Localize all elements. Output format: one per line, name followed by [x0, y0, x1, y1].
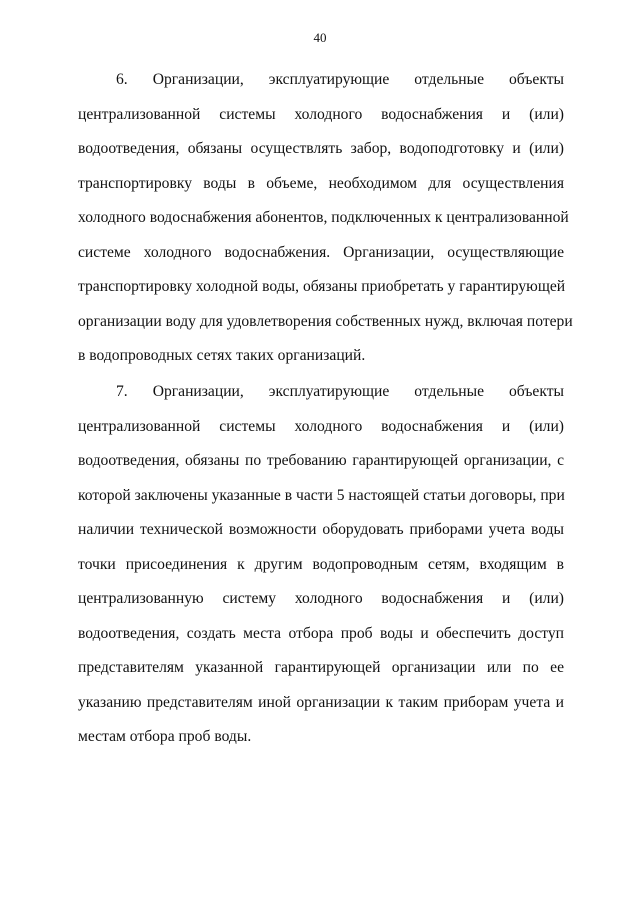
text-line: водоотведения, создать места отбора проб воды и обеспечить доступ	[78, 624, 564, 642]
text-line: которой заключены указанные в части 5 настоящей статьи договоры, при	[78, 486, 565, 504]
text-line: 6. Организации, эксплуатирующие отдельные объекты	[116, 71, 564, 88]
text-line: системе холодного водоснабжения. Организации, осуществляющие	[78, 243, 564, 261]
text-line: в водопроводных сетях таких организаций.	[78, 347, 366, 365]
text-line: наличии технической возможности оборудовать приборами учета воды	[78, 521, 564, 539]
text-line: транспортировку воды в объеме, необходимом для осуществления	[78, 174, 564, 192]
text-line: транспортировку холодной воды, обязаны приобретать у гарантирующей	[78, 278, 566, 296]
paragraph-6	[78, 63, 573, 374]
text-line: местам отбора проб воды.	[78, 728, 252, 746]
text-line: указанию представителям иной организации к таким приборам учета и	[78, 693, 564, 711]
page-number: 40	[313, 30, 327, 45]
text-line: централизованной системы холодного водоснабжения и (или)	[78, 105, 564, 123]
text-line: точки присоединения к другим водопроводным сетям, входящим в	[78, 555, 564, 573]
text-line: представителям указанной гарантирующей организации или по ее	[78, 659, 564, 677]
text-line: водоотведения, обязаны по требованию гарантирующей организации, с	[78, 452, 564, 470]
text-line: централизованную систему холодного водоснабжения и (или)	[78, 590, 564, 608]
text-line: холодного водоснабжения абонентов, подключенных к централизованной	[78, 209, 569, 227]
text-line: организации воду для удовлетворения собственных нужд, включая потери	[78, 312, 573, 330]
paragraph-7	[78, 375, 564, 755]
text-line: централизованной системы холодного водоснабжения и (или)	[78, 417, 564, 435]
text-line: 7. Организации, эксплуатирующие отдельные объекты	[116, 383, 564, 400]
text-line: водоотведения, обязаны осуществлять забор, водоподготовку и (или)	[78, 140, 564, 158]
